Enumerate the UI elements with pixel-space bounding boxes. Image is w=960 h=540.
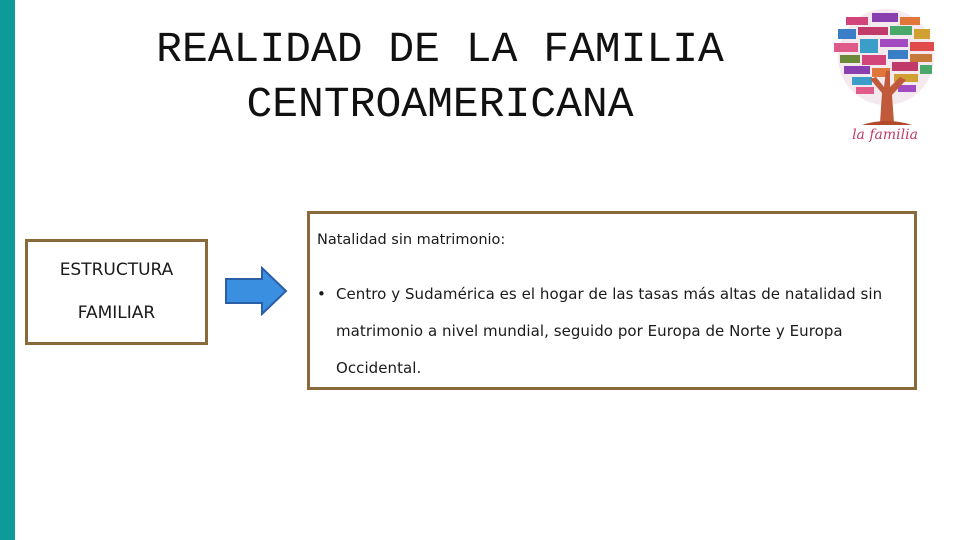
title-line-1: REALIDAD DE LA FAMILIA [156,25,724,74]
title-line-2: CENTROAMERICANA [246,80,634,129]
structure-line-2: FAMILIAR [77,303,156,323]
family-tree-logo [826,5,944,143]
structure-line-1: ESTRUCTURA [59,260,174,280]
right-arrow-icon [224,266,288,316]
box-heading: Natalidad sin matrimonio: [317,232,506,248]
structure-box [25,239,208,345]
bullet-item [317,276,912,387]
logo-text: la familia [852,127,918,143]
bullet-dot: • [317,285,326,303]
slide-title [60,22,820,132]
birth-rate-box [307,211,917,390]
side-accent-bar [0,0,15,540]
bullet-text: Centro y Sudamérica es el hogar de las tasas más altas de natalidad sin matrimonio a nivel mundial, seguido por Europa de Norte y Europa Occidental. [336,285,883,377]
